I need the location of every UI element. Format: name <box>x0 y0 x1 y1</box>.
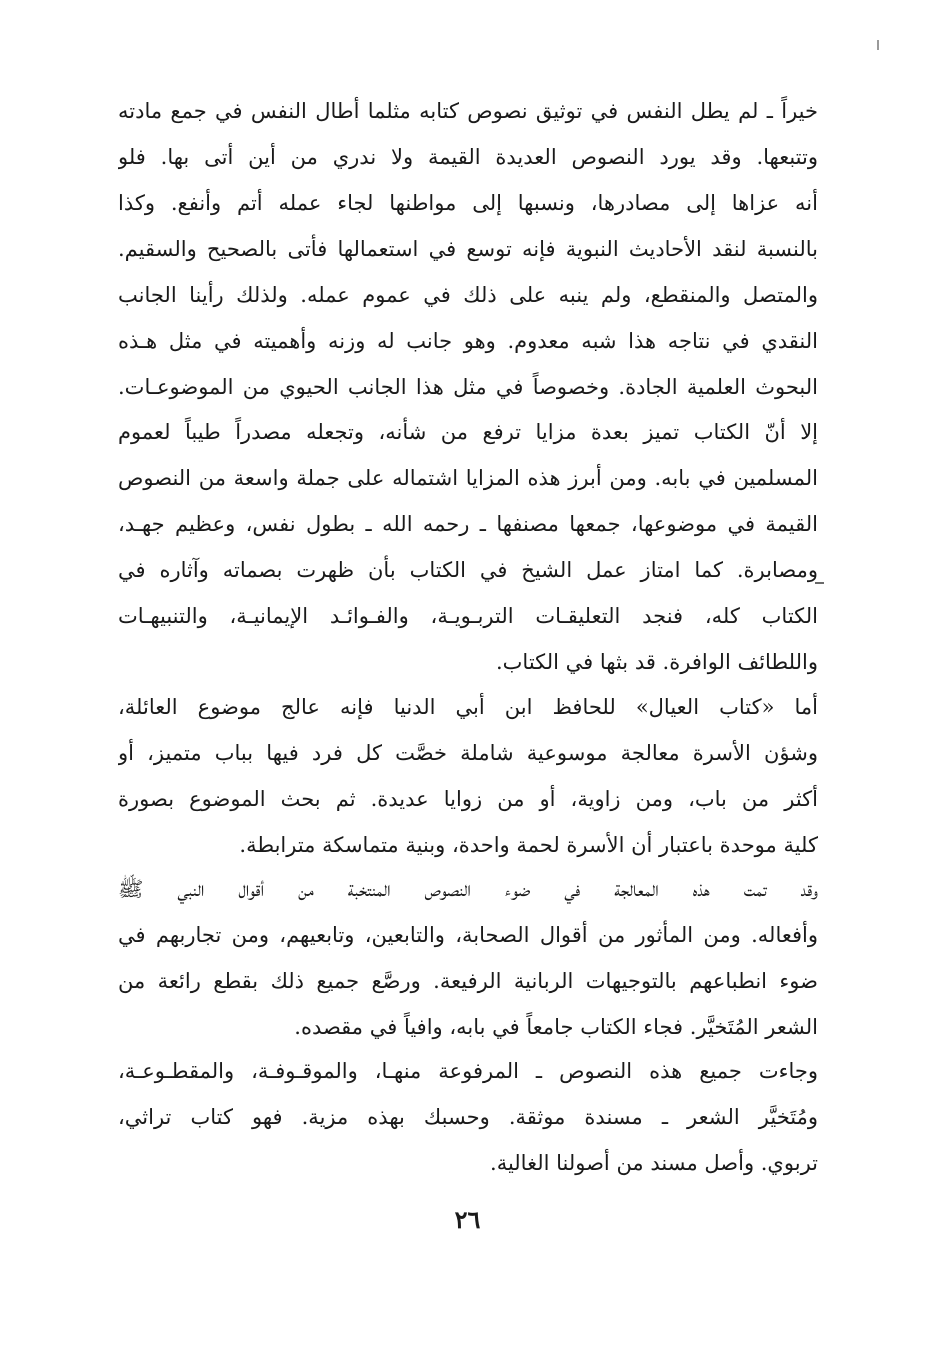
paragraph-4 <box>118 866 818 1050</box>
text-line: الكتاب كله، فنجد التعليقـات التربـويـة، والفـوائـد الإيمانيـة، والتنبيهـات <box>118 604 818 628</box>
paragraph-2 <box>118 409 818 685</box>
text-line: كلية موحدة باعتبار أن الأسرة لحمة واحدة، وبنية متماسكة مترابطة. <box>239 833 818 857</box>
text-line: أنه عزاها إلى مصادرها، ونسبها إلى مواطنها لجاء عمله أتم وأنفع. وكذا <box>118 191 818 215</box>
text-line: واللطائف الوافرة. قد بثها في الكتاب. <box>495 650 818 674</box>
text-line: تربوي. وأصل مسند من أصولنا الغالية. <box>490 1151 818 1175</box>
text-line: الشعر المُتَخيَّر. فجاء الكتاب جامعاً في بابه، وافياً في مقصده. <box>294 1015 818 1039</box>
text-line: أكثر من باب، ومن زاوية، أو من زوايا عديدة. ثم بحث الموضوع بصورة <box>118 787 818 811</box>
text-line: أما «كتاب العيال» للحافظ ابن أبي الدنيا فإنه عالج موضوع العائلة، <box>118 695 818 719</box>
text-line: وشؤن الأسرة معالجة موسوعية شاملة خصَّت كل فرد فيها بباب متميز، أو <box>118 741 818 765</box>
text-line: خيراً ـ لم يطل النفس في توثيق نصوص كتابه مثلما أطال النفس في جمع مادته <box>118 99 818 123</box>
text-line: وقد تمت هذه المعالجة في ضوء النصوص المنتخبة من أقوال النبي ﷺ <box>118 877 818 901</box>
text-line: إلا أنّ الكتاب تميز بعدة مزايا ترفع من شأنه، وتجعله مصدراً طيباً لعموم <box>118 420 818 444</box>
text-line: ومُتَخيَّر الشعر ـ مسندة موثقة. وحسبك بهذه مزية. فهو كتاب تراثي، <box>118 1105 818 1129</box>
paragraph-1 <box>118 88 818 410</box>
text-line: القيمة في موضوعها، جمعها مصنفها ـ رحمه الله ـ بطول نفس، وعظيم جهـد، <box>118 512 818 536</box>
paragraph-3 <box>118 684 818 868</box>
page-number: ٢٦ <box>454 1205 481 1234</box>
text-line: بالنسبة لنقد الأحاديث النبوية فإنه توسع في استعمالها فأتى بالصحيح والسقيم. <box>118 237 818 261</box>
text-line: المسلمين في بابه. ومن أبرز هذه المزايا اشتماله على جملة واسعة من النصوص <box>118 466 818 490</box>
paragraph-5 <box>118 1048 818 1186</box>
text-line: وتتبعها. وقد يورد النصوص العديدة القيمة ولا ندري من أين أتى بها. فلو <box>118 145 818 169</box>
text-line: ضوء انطباعهم بالتوجيهات الربانية الرفيعة. ورصَّع جميع ذلك بقطع رائعة من <box>118 969 818 993</box>
scan-margin-mark <box>877 40 879 50</box>
text-line: والمتصل والمنقطع، ولم ينبه على ذلك في عموم عمله. ولذلك رأينا الجانب <box>118 283 818 307</box>
text-line: النقدي في نتاجه هذا شبه معدوم. وهو جانب له وزنه وأهميته في مثل هـذه <box>118 329 818 353</box>
text-line: ومصابرة. كما امتاز عمل الشيخ في الكتاب بأن ظهرت بصماته وآثاره في <box>118 558 818 582</box>
text-line: البحوث العلمية الجادة. وخصوصاً في مثل هذا الجانب الحيوي من الموضوعـات. <box>118 375 818 399</box>
text-line: وأفعاله. ومن المأثور من أقوال الصحابة، والتابعين، وتابعيهم، ومن تجاربهم في <box>118 923 818 947</box>
text-line: وجاءت جميع هذه النصوص ـ المرفوعة منهـا، والموقـوفـة، والمقطـوعـة، <box>118 1059 818 1083</box>
